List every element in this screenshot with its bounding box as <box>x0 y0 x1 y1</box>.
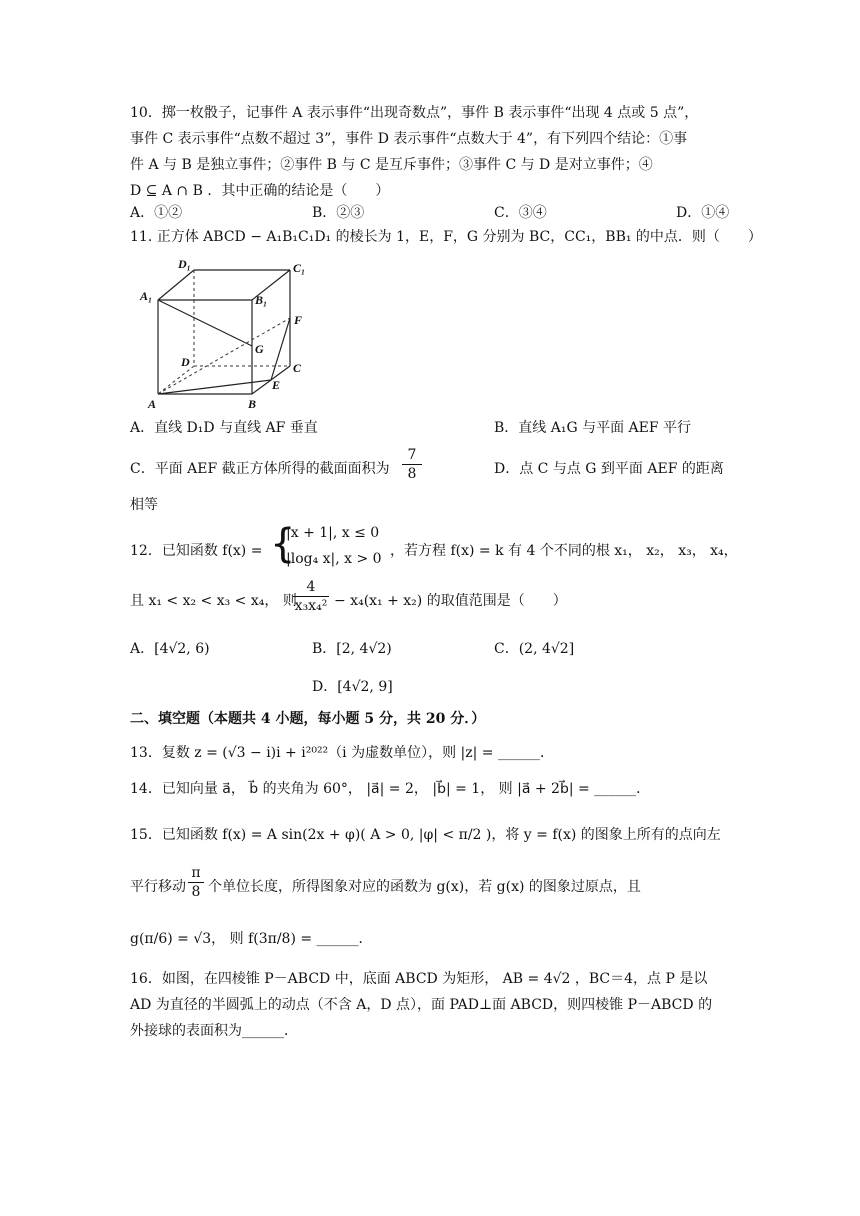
q16-line-2: AD 为直径的半圆弧上的动点（不含 A，D 点），面 PAD⊥面 ABCD，则四棱锥 P－ABCD 的 <box>130 997 713 1013</box>
section-2-heading: 二、填空题（本题共 4 小题，每小题 5 分，共 20 分．） <box>130 711 486 727</box>
label-c1: C₁ <box>293 261 306 275</box>
q12-brace: { <box>270 521 296 567</box>
label-d: D <box>181 355 190 369</box>
q16-line-3: 外接球的表面积为______． <box>130 1023 298 1039</box>
q15-line-2b: 个单位长度，所得图象对应的函数为 g(x)，若 g(x) 的图象过原点，且 <box>208 879 641 895</box>
q11-option-c-numerator: 7 <box>407 447 417 463</box>
q12-option-a: A．[4√2, 6) <box>130 641 210 657</box>
q11-option-a: A．直线 D₁D 与直线 AF 垂直 <box>130 420 318 436</box>
q12-option-d: D．[4√2, 9] <box>312 679 393 695</box>
q13: 13．复数 z = (√3 − i)i + i²⁰²²（i 为虚数单位），则 |z| = ______． <box>130 745 554 761</box>
label-b1: B₁ <box>255 293 268 307</box>
q12-line-2a: 且 x₁ < x₂ < x₃ < x₄， 则 <box>130 593 297 609</box>
q15-fraction-numerator: π <box>191 865 201 881</box>
q11-stem: 11. 正方体 ABCD − A₁B₁C₁D₁ 的棱长为 1，E，F，G 分别为 BC，CC₁，BB₁ 的中点．则（ ） <box>130 229 762 245</box>
q11-option-c-denominator: 8 <box>402 464 422 483</box>
q14: 14．已知向量 a⃗， b⃗ 的夹角为 60°， |a⃗| = 2， |b⃗| = 1， 则 |a⃗ + 2b⃗| = ______． <box>130 781 651 797</box>
label-e: E <box>272 378 281 392</box>
q10-line-2: 事件 C 表示事件“点数不超过 3”，事件 D 表示事件“点数大于 4”，有下列四个结论：①事 <box>130 131 688 147</box>
q11-option-b: B．直线 A₁G 与平面 AEF 平行 <box>494 420 692 436</box>
q12-line-2b: − x₄(x₁ + x₂) 的取值范围是（ ） <box>334 593 567 609</box>
q12-case-1: |x + 1|, x ≤ 0 <box>286 525 380 541</box>
q10-line-1: 10．掷一枚骰子，记事件 A 表示事件“出现奇数点”，事件 B 表示事件“出现 4 点或 5 点”， <box>130 105 699 121</box>
q15-line-1: 15．已知函数 f(x) = A sin(2x + φ)( A > 0, |φ| < π/2 )，将 y = f(x) 的图象上所有的点向左 <box>130 827 721 843</box>
q12-suffix: ，若方程 f(x) = k 有 4 个不同的根 x₁， x₂， x₃， x₄， <box>390 543 738 559</box>
q12-option-b: B．[2, 4√2) <box>312 641 392 657</box>
q12-option-c: C．(2, 4√2] <box>494 641 575 657</box>
q11-option-d: D．点 C 与点 G 到平面 AEF 的距离 <box>494 461 724 477</box>
q15-fraction-denominator: 8 <box>188 882 204 901</box>
q10-option-a: A．①② <box>130 205 183 221</box>
q15-fraction <box>188 864 204 901</box>
q12-fraction-numerator: 4 <box>306 579 316 595</box>
label-a1: A₁ <box>140 289 153 303</box>
q12-case-2: |log₄ x|, x > 0 <box>286 551 382 567</box>
label-c: C <box>293 361 302 375</box>
q16-line-1: 16．如图，在四棱锥 P－ABCD 中，底面 ABCD 为矩形， AB = 4√2 ，BC＝4，点 P 是以 <box>130 971 708 987</box>
q12-prefix: 12．已知函数 f(x) = <box>130 543 263 559</box>
q12-fraction-denominator: x₃x₄² <box>294 598 328 614</box>
label-g: G <box>255 342 264 356</box>
q11-option-c: C．平面 AEF 截正方体所得的截面面积为 <box>130 461 390 477</box>
q10-option-d: D．①④ <box>676 205 730 221</box>
q11-option-d-continued: 相等 <box>130 497 158 513</box>
label-b: B <box>248 397 257 411</box>
label-f: F <box>294 313 303 327</box>
label-a: A <box>148 397 157 411</box>
label-d1: D₁ <box>178 257 191 271</box>
q12-fraction <box>293 578 329 615</box>
q10-line-4: D ⊆ A ∩ B ．其中正确的结论是（ ） <box>130 183 390 199</box>
q10-line-3: 件 A 与 B 是独立事件；②事件 B 与 C 是互斥事件；③事件 C 与 D 是对立事件；④ <box>130 157 653 173</box>
cube-figure <box>128 254 328 414</box>
q10-option-b: B．②③ <box>312 205 365 221</box>
q15-line-2a: 平行移动 <box>130 879 186 895</box>
q10-option-c: C．③④ <box>494 205 547 221</box>
q15-line-3: g(π/6) = √3， 则 f(3π/8) = ______． <box>130 931 373 947</box>
q11-option-c-fraction <box>402 446 422 483</box>
